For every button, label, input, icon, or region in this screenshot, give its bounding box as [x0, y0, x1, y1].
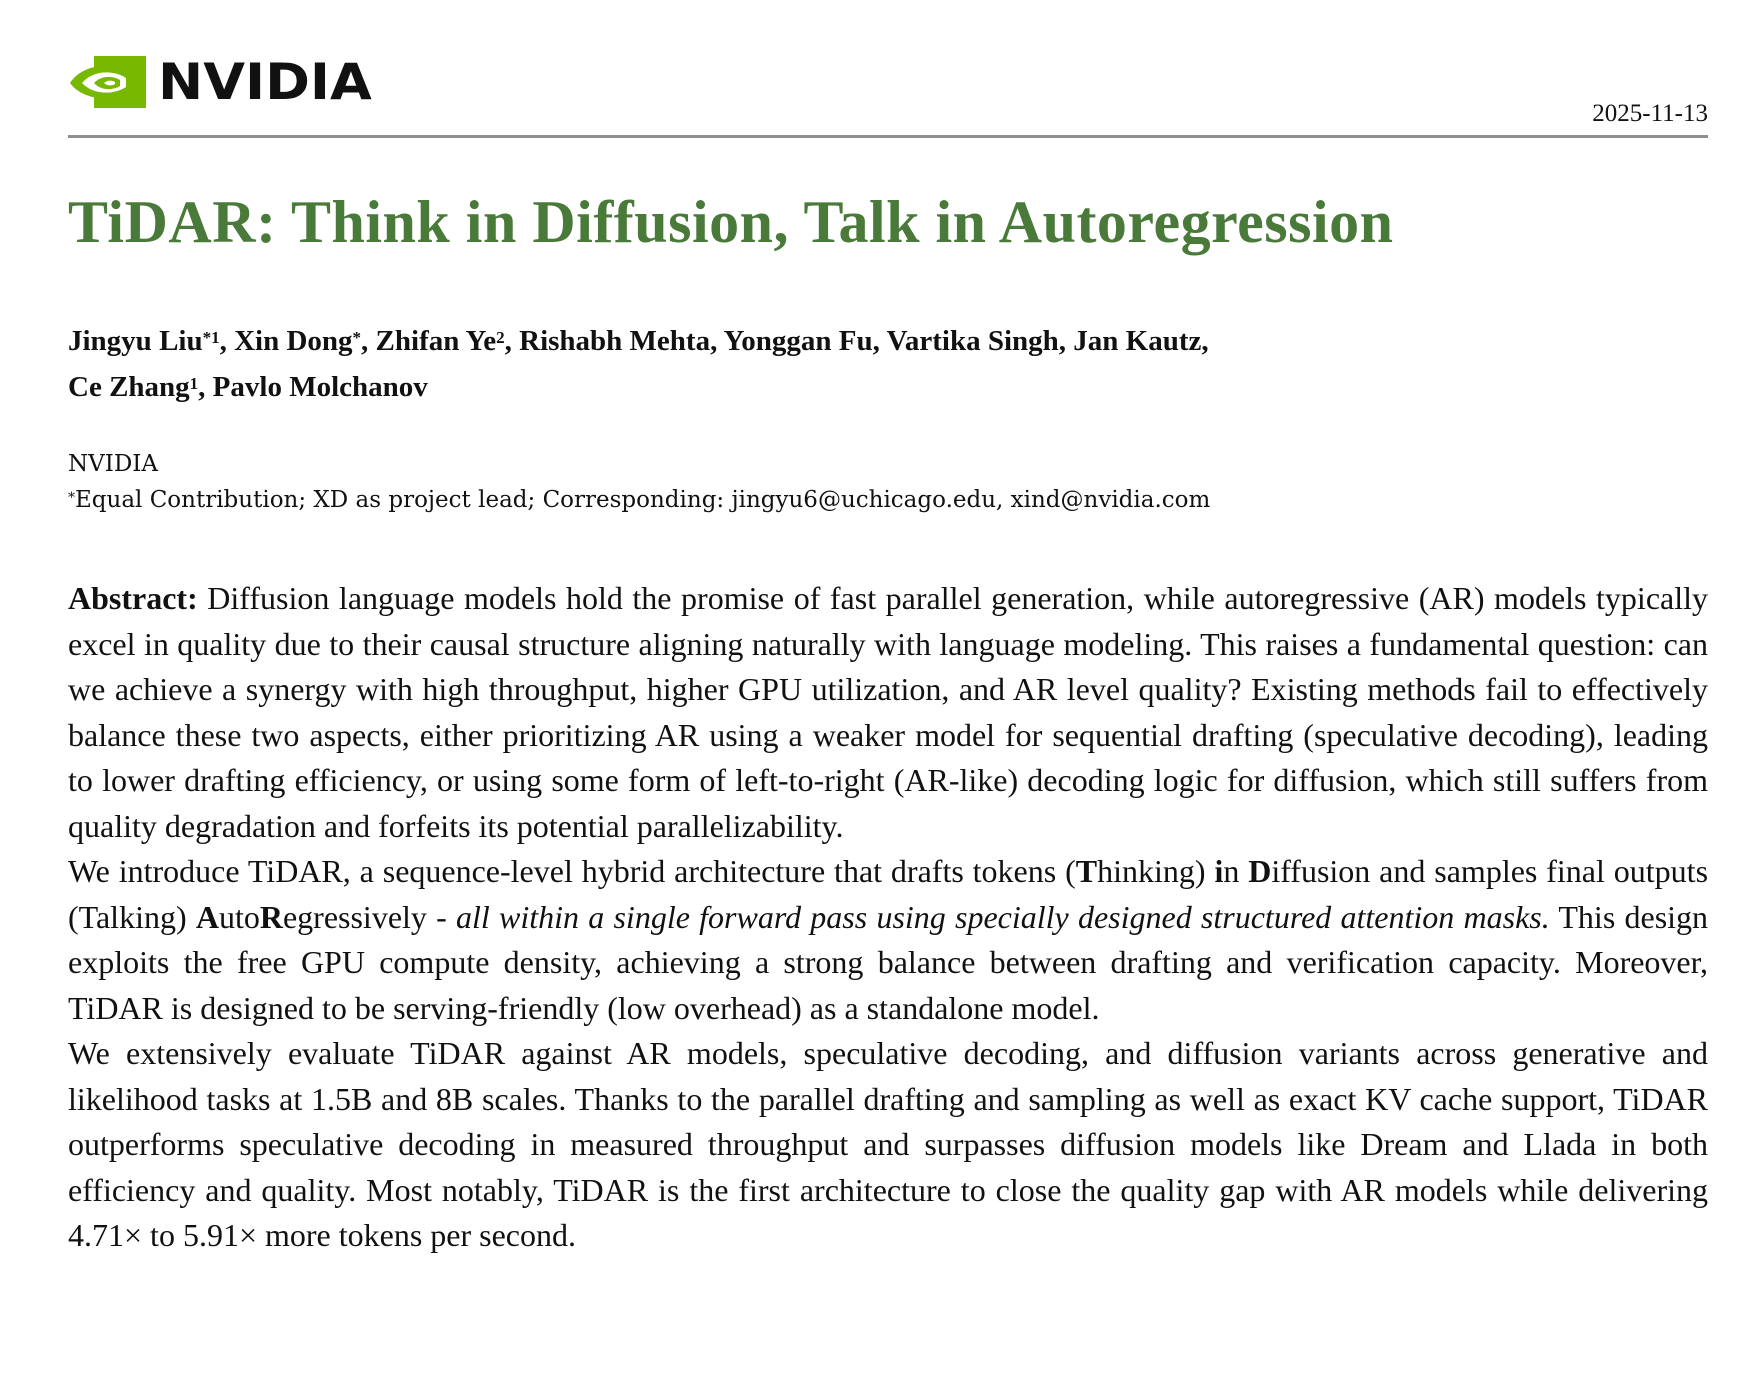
acronym-letter: R	[259, 898, 283, 935]
affiliation-org: NVIDIA	[68, 451, 158, 477]
abstract-text: hinking)	[1097, 853, 1215, 889]
abstract-emphasis: all within a single forward pass using specially designed structured attention masks.	[456, 898, 1550, 935]
nvidia-logo	[68, 53, 372, 111]
acronym-letter: A	[195, 898, 219, 935]
abstract-text: Diffusion language models hold the promise of fast parallel generation, while autoregressive (AR) models typically excel in quality due to their causal structure aligning naturally with language modeling. This raises a fundamental question: can we achieve a synergy with high throughput, higher GPU utilization, and AR level quality? Existing methods fail to effectively balance these two aspects, either prioritizing AR using a weaker model for sequential drafting (speculative decoding), leading to lower drafting efficiency, or using some form of left-to-right (AR-like) decoding logic for diffusion, which still suffers from quality degradation and forfeits its potential parallelizability.	[68, 580, 1709, 844]
author-name: Yonggan Fu	[723, 325, 873, 357]
abstract-text: n	[1223, 853, 1249, 889]
publication-date: 2025-11-13	[1592, 100, 1708, 127]
author-name: Pavlo Molchanov	[212, 371, 428, 403]
abstract-paragraph-2	[68, 849, 1708, 1031]
header-divider	[68, 135, 1708, 138]
abstract	[68, 576, 1708, 1259]
page-header	[68, 53, 1708, 140]
acronym-letter: D	[1248, 853, 1272, 889]
note-marker: *	[68, 490, 75, 506]
acronym-letter: T	[1075, 853, 1098, 889]
author-name: Rishabh Mehta	[519, 325, 711, 357]
abstract-text: We extensively evaluate TiDAR against AR models, speculative decoding, and diffusion variants across generative and likelihood tasks at 1.5B and 8B scales. Thanks to the parallel drafting and sampling as well as exact KV cache support, TiDAR outperforms speculative decoding in measured throughput and surpasses diffusion models like Dream and Llada in both efficiency and quality. Most notably, TiDAR is the first architecture to close the quality gap with AR models while delivering 4.71× to 5.91× more tokens per second.	[68, 1035, 1708, 1253]
author-marker: 2	[496, 328, 505, 347]
note-text: Equal Contribution; XD as project lead; Corresponding: jingyu6@uchicago.edu, xind@nvidia.com	[75, 487, 1211, 513]
author-marker: *1	[202, 328, 220, 347]
author-name: Xin Dong	[234, 325, 353, 357]
contribution-note	[68, 482, 1210, 518]
author-name: Jan Kautz	[1073, 325, 1202, 357]
author-name: Jingyu Liu	[68, 325, 203, 357]
acronym-letter: i	[1214, 853, 1224, 889]
paper-title: TiDAR: Think in Diffusion, Talk in Autoregression	[68, 189, 1394, 255]
author-name: Vartika Singh	[886, 325, 1059, 357]
affiliation-block	[68, 446, 1210, 518]
abstract-text: This design exploits the free GPU compute density, achieving a strong balance between drafting and verification capacity. Moreover, TiDAR is designed to be serving-friendly (low overhead) as a standalone model.	[68, 898, 1709, 1026]
abstract-text: iffusion and samples final outputs (Talking)	[68, 853, 1709, 935]
author-list: Jingyu Liu$^{*1}$, Xin Dong*, Zhifan Ye$^2$, Rishabh Mehta, Yonggan Fu, Vartika Singh, Jan Kautz, Ce Zhang$^1$, Pavlo Molchanov	[68, 325, 1209, 403]
author-marker: 1	[189, 374, 199, 393]
abstract-text: We introduce TiDAR, a sequence-level hybrid architecture that drafts tokens (	[68, 853, 1076, 889]
author-name: Zhifan Ye	[375, 325, 497, 357]
author-name: Ce Zhang	[68, 371, 190, 403]
abstract-text: egressively -	[282, 898, 457, 935]
abstract-label: Abstract:	[68, 580, 198, 616]
nvidia-eye-icon	[68, 56, 146, 108]
abstract-paragraph-3	[68, 1031, 1708, 1259]
logo-wordmark: NVIDIA	[158, 53, 372, 111]
abstract-paragraph-1	[68, 576, 1708, 849]
abstract-text: uto	[218, 898, 260, 935]
author-marker: *	[352, 328, 362, 347]
